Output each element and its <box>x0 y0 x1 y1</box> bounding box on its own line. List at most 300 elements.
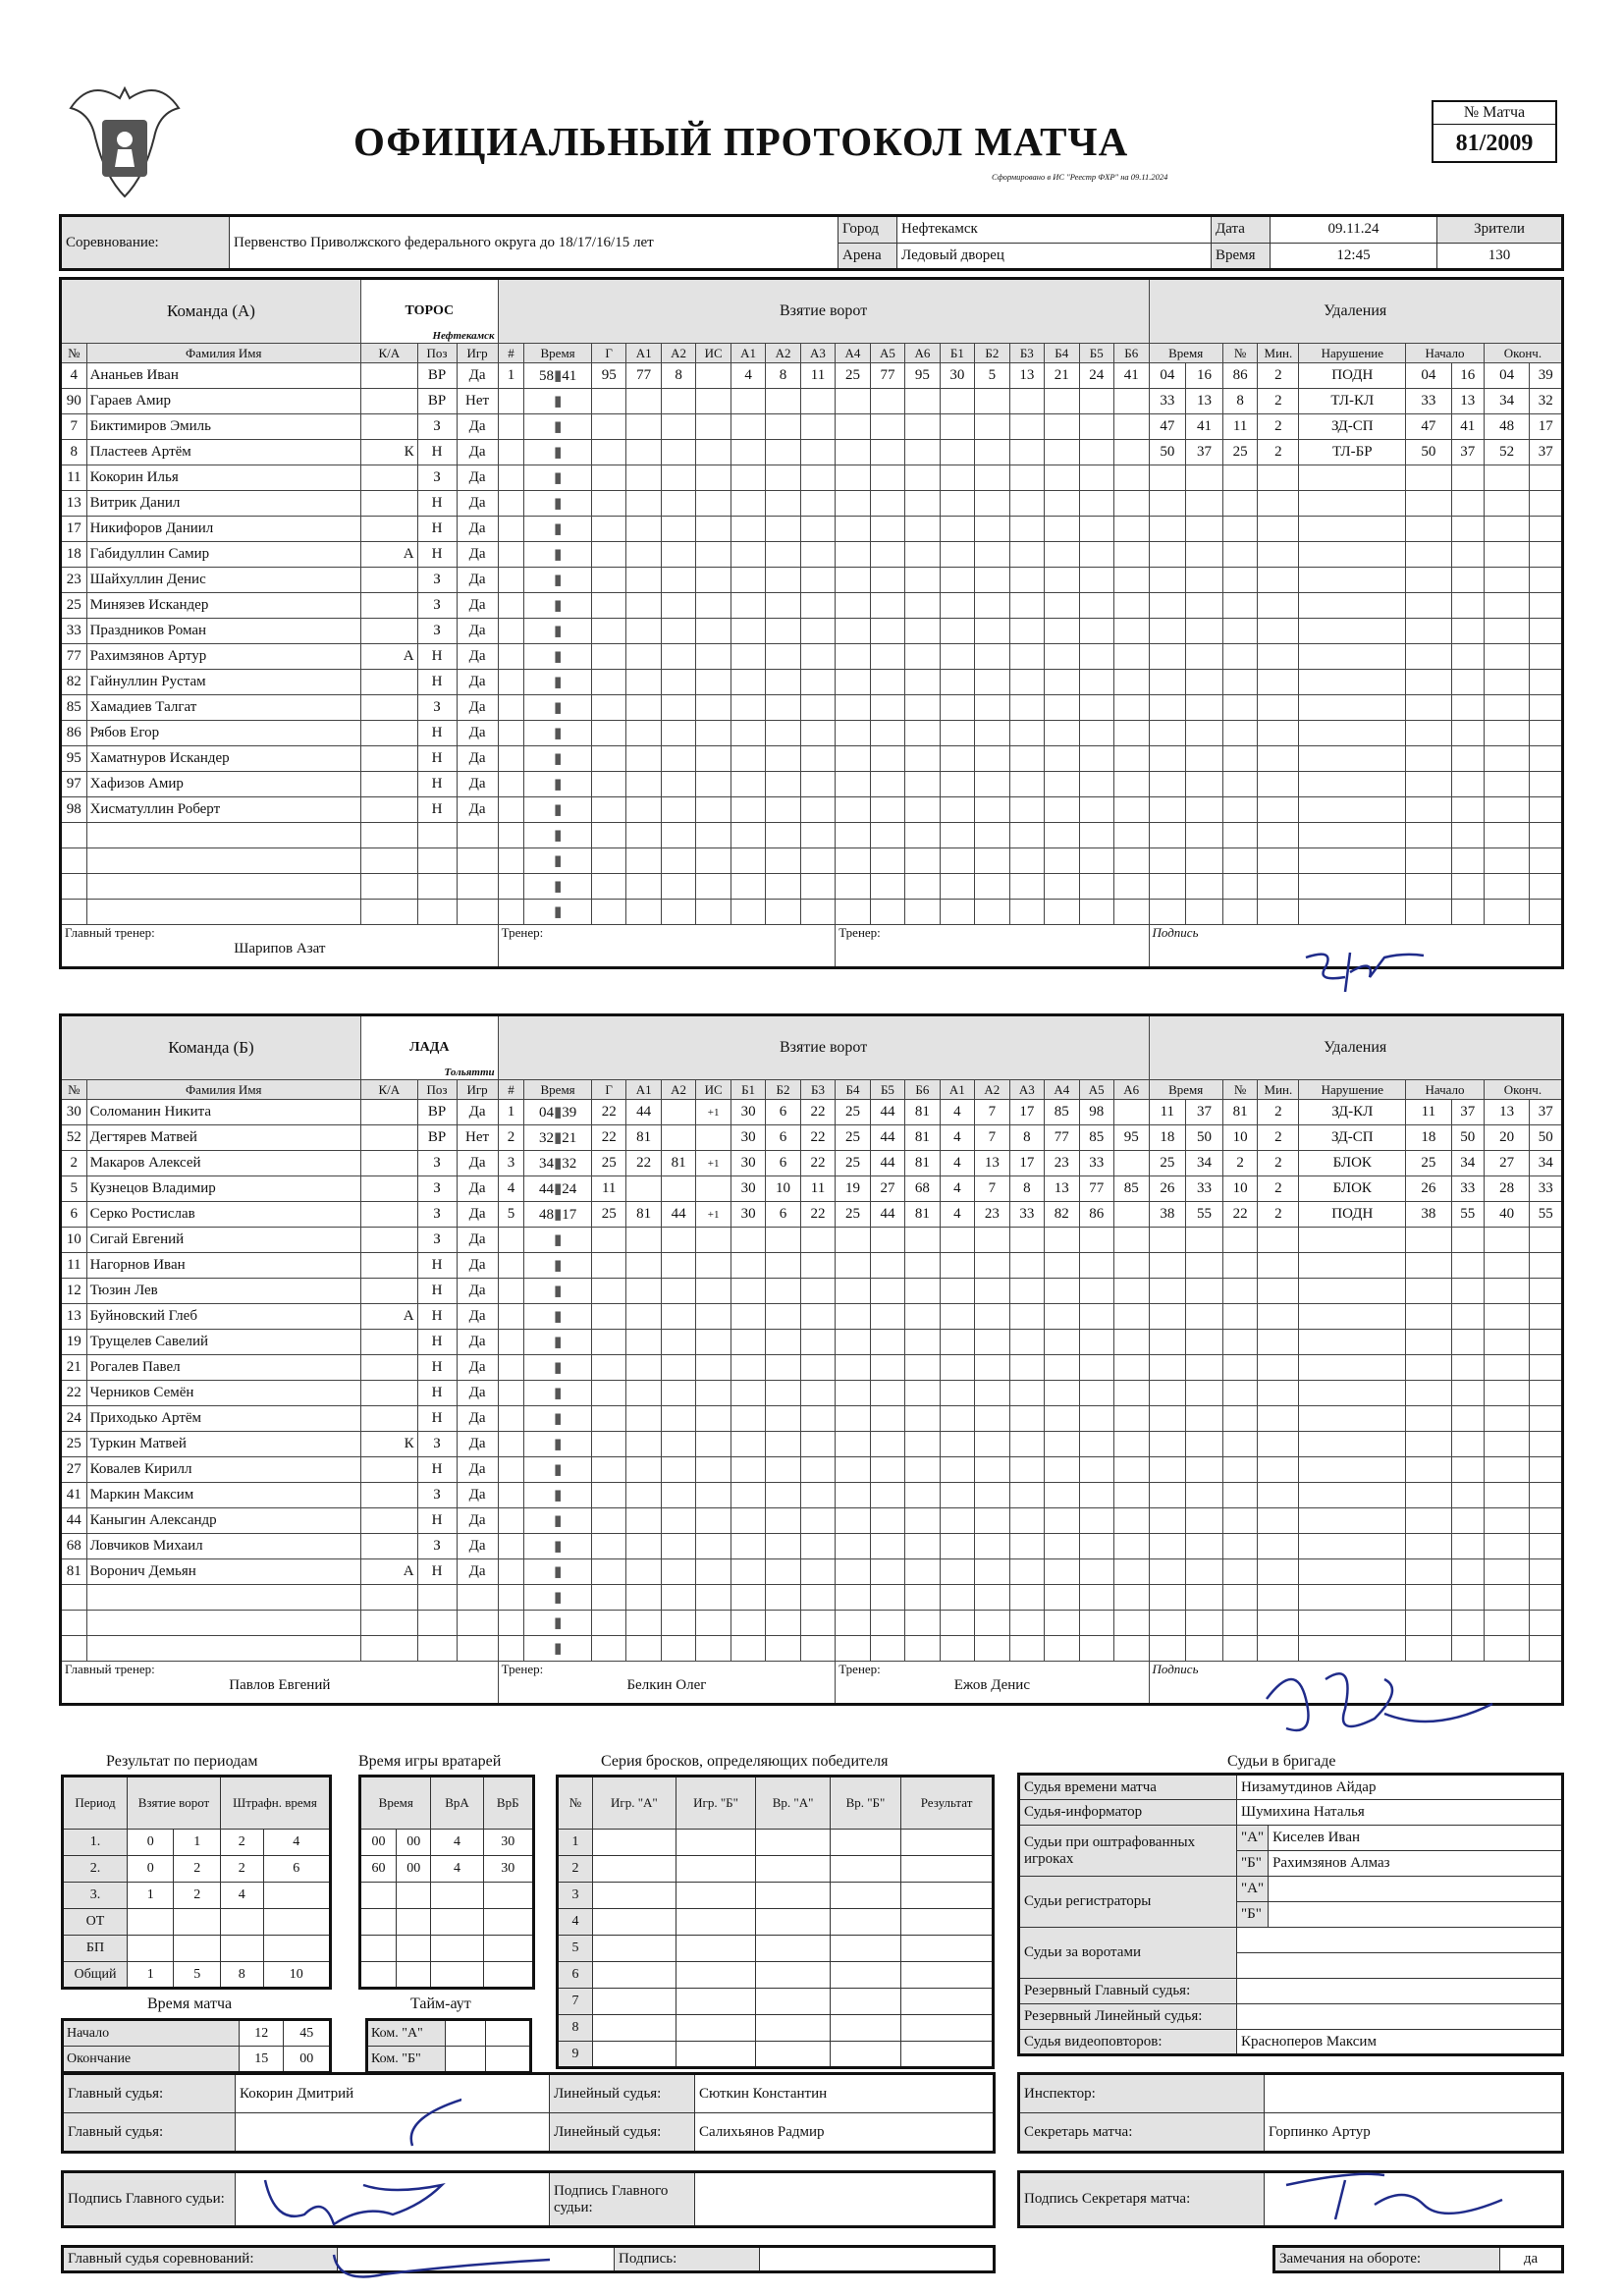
team_b-coach2: Ежов Денис <box>953 1677 1030 1693</box>
player-name: Никифоров Даниил <box>86 517 360 542</box>
player-role <box>360 1228 417 1253</box>
shootout-row-no: 5 <box>558 1936 593 1962</box>
goal-on-ice-own: 6 <box>766 1151 800 1176</box>
goal-scorer: 25 <box>591 1202 625 1228</box>
ref-registrars-label: Судьи регистраторы <box>1019 1877 1237 1928</box>
penalty-minutes: 2 <box>1258 363 1299 389</box>
player-played: Да <box>457 1432 498 1457</box>
penalty-end-mm: 13 <box>1484 1100 1530 1125</box>
player-number: 8 <box>61 440 87 465</box>
match-end-h: 15 <box>240 2047 284 2073</box>
table-row: 27 Ковалев Кирилл Н Да ▮ <box>61 1457 1563 1483</box>
penalty-time-mm: 47 <box>1149 414 1186 440</box>
table-row: 95 Хаматнуров Искандер Н Да ▮ <box>61 746 1563 772</box>
player-name: Праздников Роман <box>86 619 360 644</box>
goal-on-ice-own: 44 <box>870 1202 904 1228</box>
player-role <box>360 619 417 644</box>
player-role <box>360 1202 417 1228</box>
penalty-time-mm: 26 <box>1149 1176 1186 1202</box>
penalty-player: 81 <box>1222 1100 1257 1125</box>
player-played: Да <box>457 1483 498 1508</box>
shootout-row-no: 3 <box>558 1883 593 1909</box>
goal-situation: +1 <box>696 1151 730 1176</box>
competition-label: Соревнование: <box>61 216 230 270</box>
penalty-start-ss: 37 <box>1451 440 1484 465</box>
goal-on-ice-own: 44 <box>870 1151 904 1176</box>
team_b-col-goal-a2: А2 <box>661 1080 695 1100</box>
team_a-name: ТОРОС <box>405 303 455 318</box>
goal-on-ice-opp: 13 <box>1009 363 1044 389</box>
player-position: З <box>417 1432 457 1457</box>
table-row: ▮ <box>61 1611 1563 1636</box>
player-role: А <box>360 1559 417 1585</box>
goal-on-ice-opp: 82 <box>1045 1202 1079 1228</box>
penalty-start-mm: 04 <box>1406 363 1452 389</box>
player-played: Да <box>457 1330 498 1355</box>
player-position: З <box>417 465 457 491</box>
goal-on-ice-opp: 13 <box>1045 1176 1079 1202</box>
spectators-value: 130 <box>1437 243 1563 270</box>
table-row <box>558 1936 994 1962</box>
table-row: 81 Воронич Демьян А Н Да ▮ <box>61 1559 1563 1585</box>
player-position: Н <box>417 1381 457 1406</box>
table-row <box>61 1202 1563 1228</box>
penalty-end-mm: 27 <box>1484 1151 1530 1176</box>
table-row: 25 Минязев Искандер З Да ▮ <box>61 593 1563 619</box>
player-number: 24 <box>61 1406 87 1432</box>
player-name: Трущелев Савелий <box>86 1330 360 1355</box>
goal-time: 48▮17 <box>524 1202 592 1228</box>
player-role <box>360 1176 417 1202</box>
team_a-col-opp-6: Б6 <box>1113 344 1149 363</box>
goal-number: 1 <box>498 363 524 389</box>
penalty-foul: ТЛ-КЛ <box>1299 389 1406 414</box>
period-pim-a: 2 <box>221 1856 264 1883</box>
penalty-start-mm: 25 <box>1406 1151 1452 1176</box>
team_a-table <box>59 277 1564 969</box>
penalty-start-mm: 47 <box>1406 414 1452 440</box>
team_b-col-pen-min: Мин. <box>1258 1080 1299 1100</box>
table-row <box>63 1830 331 1856</box>
ref-informer-label: Судья-информатор <box>1019 1800 1237 1826</box>
ref-reg-a-tag: "А" <box>1237 1877 1269 1902</box>
player-name: Пластеев Артём <box>86 440 360 465</box>
line-ref-label-1: Линейный судья: <box>550 2074 695 2113</box>
goalie-b: 30 <box>483 1856 534 1883</box>
goal-assist-2 <box>661 1125 695 1151</box>
goal-on-ice-opp: 30 <box>940 363 974 389</box>
player-position: Н <box>417 721 457 746</box>
player-position: Н <box>417 772 457 797</box>
table-row: ▮ <box>61 1585 1563 1611</box>
table-row: 86 Рябов Егор Н Да ▮ <box>61 721 1563 746</box>
player-role <box>360 1534 417 1559</box>
goalie-a: 4 <box>431 1856 483 1883</box>
sig-main-label-2: Подпись Главного судьи: <box>550 2172 695 2227</box>
signature-coach-b <box>1237 1660 1502 1748</box>
penalty-minutes: 2 <box>1258 414 1299 440</box>
goal-on-ice-opp: 77 <box>1045 1125 1079 1151</box>
table-row: 98 Хисматуллин Роберт Н Да ▮ <box>61 797 1563 823</box>
goal-assist-2: 81 <box>661 1151 695 1176</box>
team_a-col-own-2: А2 <box>766 344 800 363</box>
team_b-col-own-6: Б6 <box>905 1080 940 1100</box>
player-name: Маркин Максим <box>86 1483 360 1508</box>
player-role <box>360 414 417 440</box>
shootout-title: Серия бросков, определяющих победителя <box>601 1753 889 1770</box>
table-row: 41 Маркин Максим З Да ▮ <box>61 1483 1563 1508</box>
player-position: З <box>417 1202 457 1228</box>
penalty-end-ss: 32 <box>1530 389 1563 414</box>
team_a-name-cell <box>360 279 498 344</box>
shootout-col-no: № <box>558 1777 593 1830</box>
goal-on-ice-own: 22 <box>800 1100 835 1125</box>
table-row: 90 Гараев Амир ВР Нет ▮ 33 13 8 2 ТЛ-КЛ 33 13 34 32 <box>61 389 1563 414</box>
team_a-col-own-1: А1 <box>730 344 765 363</box>
team-b-section <box>59 1013 1564 1706</box>
team_a-col-pen-end: Оконч. <box>1484 344 1562 363</box>
ref-video-label: Судья видеоповторов: <box>1019 2030 1237 2055</box>
goal-on-ice-own: 44 <box>870 1100 904 1125</box>
team_b-penalties-header: Удаления <box>1149 1015 1563 1080</box>
period-label: 3. <box>63 1883 128 1909</box>
table-row: 85 Хамадиев Талгат З Да ▮ <box>61 695 1563 721</box>
team_b-col-name: Фамилия Имя <box>86 1080 360 1100</box>
main-referees-table <box>61 2072 996 2154</box>
penalty-end-mm: 40 <box>1484 1202 1530 1228</box>
player-position: Н <box>417 746 457 772</box>
period-pim-a: 4 <box>221 1883 264 1909</box>
player-number: 81 <box>61 1559 87 1585</box>
secretary: Горпинко Артур <box>1265 2113 1563 2153</box>
player-role <box>360 465 417 491</box>
period-goals-b: 2 <box>174 1856 221 1883</box>
player-number: 44 <box>61 1508 87 1534</box>
team_b-name-cell <box>360 1015 498 1080</box>
player-number: 23 <box>61 568 87 593</box>
remarks-label: Замечания на обороте: <box>1274 2247 1500 2272</box>
penalty-time-mm: 11 <box>1149 1100 1186 1125</box>
goal-number: 5 <box>498 1202 524 1228</box>
team_a-col-no: № <box>61 344 87 363</box>
match-number: 81/2009 <box>1455 131 1534 156</box>
period-label: 2. <box>63 1856 128 1883</box>
team_b-col-ka: К/А <box>360 1080 417 1100</box>
goalie-time-ss: 00 <box>397 1856 431 1883</box>
penalty-end-ss: 37 <box>1530 1100 1563 1125</box>
team_b-col-own-1: Б1 <box>730 1080 765 1100</box>
ref-penalty-b: Рахимзянов Алмаз <box>1269 1851 1563 1877</box>
city-label: Город <box>839 216 897 244</box>
penalty-start-ss: 13 <box>1451 389 1484 414</box>
player-played: Да <box>457 1406 498 1432</box>
penalty-foul: БЛОК <box>1299 1176 1406 1202</box>
player-number: 68 <box>61 1534 87 1559</box>
goal-on-ice-opp: 85 <box>1079 1125 1113 1151</box>
player-number: 4 <box>61 363 87 389</box>
team_a-col-ka: К/А <box>360 344 417 363</box>
team_a-col-goal-a1: А1 <box>626 344 661 363</box>
goal-on-ice-own: 11 <box>800 363 835 389</box>
goal-assist-1: 81 <box>626 1202 661 1228</box>
player-number: 85 <box>61 695 87 721</box>
player-position: Н <box>417 670 457 695</box>
goal-scorer: 95 <box>591 363 625 389</box>
player-name: Минязев Искандер <box>86 593 360 619</box>
player-played: Да <box>457 542 498 568</box>
goal-on-ice-own: 30 <box>730 1151 765 1176</box>
goal-on-ice-own: 22 <box>800 1202 835 1228</box>
ref-reserve-main-label: Резервный Главный судья: <box>1019 1979 1237 2004</box>
main-ref-label-2: Главный судья: <box>63 2113 236 2153</box>
team_b-label: Команда (Б) <box>61 1015 361 1080</box>
player-role <box>360 491 417 517</box>
team_a-col-own-3: А3 <box>800 344 835 363</box>
player-position: Н <box>417 1279 457 1304</box>
player-position: Н <box>417 1508 457 1534</box>
table-row <box>558 1962 994 1989</box>
goal-on-ice-own: 77 <box>870 363 904 389</box>
table-row: ▮ <box>61 848 1563 874</box>
player-played: Да <box>457 568 498 593</box>
period-label: Общий <box>63 1962 128 1989</box>
player-name: Кокорин Илья <box>86 465 360 491</box>
player-role <box>360 1406 417 1432</box>
team_b-city: Тольятти <box>444 1066 495 1078</box>
player-number: 13 <box>61 491 87 517</box>
player-role <box>360 568 417 593</box>
goal-on-ice-opp: 33 <box>1009 1202 1044 1228</box>
period-pim-b: 6 <box>263 1856 330 1883</box>
goal-assist-2: 44 <box>661 1202 695 1228</box>
period-goals-b: 5 <box>174 1962 221 1989</box>
penalty-time-ss: 41 <box>1186 414 1223 440</box>
penalty-minutes: 2 <box>1258 1202 1299 1228</box>
penalty-time-ss: 13 <box>1186 389 1223 414</box>
period-pim-b: 4 <box>263 1830 330 1856</box>
player-role: А <box>360 542 417 568</box>
player-number: 25 <box>61 593 87 619</box>
goalie-col-time: Время <box>360 1777 431 1830</box>
table-row: 10 Сигай Евгений З Да ▮ <box>61 1228 1563 1253</box>
player-number: 30 <box>61 1100 87 1125</box>
penalty-end-ss: 55 <box>1530 1202 1563 1228</box>
goal-situation <box>696 363 730 389</box>
remarks-value: да <box>1500 2247 1563 2272</box>
period-label: ОТ <box>63 1909 128 1936</box>
player-played: Да <box>457 1202 498 1228</box>
player-position: Н <box>417 517 457 542</box>
ref-reg-b-tag: "Б" <box>1237 1902 1269 1928</box>
team_b-col-opp-6: А6 <box>1113 1080 1149 1100</box>
penalty-time-mm: 18 <box>1149 1125 1186 1151</box>
ref-penalty-a-tag: "А" <box>1237 1826 1269 1851</box>
table-row: 18 Габидуллин Самир А Н Да ▮ <box>61 542 1563 568</box>
signature-secretary <box>1276 2165 1512 2234</box>
team_a-head-coach-cell <box>61 925 499 968</box>
player-number: 33 <box>61 619 87 644</box>
goal-number: 1 <box>498 1100 524 1125</box>
player-position: Н <box>417 1406 457 1432</box>
player-position: Н <box>417 1355 457 1381</box>
table-row: 7 Биктимиров Эмиль З Да ▮ 47 41 11 2 ЗД-СП 47 41 48 17 <box>61 414 1563 440</box>
team_b-col-own-5: Б5 <box>870 1080 904 1100</box>
penalty-player: 2 <box>1222 1151 1257 1176</box>
team_b-goals-header: Взятие ворот <box>498 1015 1149 1080</box>
table-row: 23 Шайхуллин Денис З Да ▮ <box>61 568 1563 593</box>
player-played: Да <box>457 363 498 389</box>
goal-number: 3 <box>498 1151 524 1176</box>
shootout-table <box>556 1775 995 2069</box>
player-played: Да <box>457 721 498 746</box>
ref-goal-judges-label: Судьи за воротами <box>1019 1928 1237 1979</box>
shootout-col-gb: Вр. "Б" <box>830 1777 900 1830</box>
player-name: Тюзин Лев <box>86 1279 360 1304</box>
player-number: 41 <box>61 1483 87 1508</box>
signatures-table <box>61 2170 996 2228</box>
team_a-coach2-cell <box>836 925 1149 968</box>
sig-main-label-1: Подпись Главного судьи: <box>63 2172 236 2227</box>
team_a-col-goal-g: Г <box>591 344 625 363</box>
player-number: 11 <box>61 465 87 491</box>
player-position: ВР <box>417 1100 457 1125</box>
goal-on-ice-own: 6 <box>766 1100 800 1125</box>
goal-on-ice-opp: 95 <box>1113 1125 1149 1151</box>
player-played: Да <box>457 517 498 542</box>
table-row <box>61 1125 1563 1151</box>
goal-on-ice-own: 81 <box>905 1151 940 1176</box>
player-role <box>360 695 417 721</box>
goal-assist-2: 8 <box>661 363 695 389</box>
ref-timekeeper: Низамутдинов Айдар <box>1237 1775 1563 1800</box>
inspector-label: Инспектор: <box>1019 2074 1265 2113</box>
table-row <box>63 1856 331 1883</box>
goal-scorer: 22 <box>591 1100 625 1125</box>
penalty-minutes: 2 <box>1258 389 1299 414</box>
team_a-goals-header: Взятие ворот <box>498 279 1149 344</box>
player-role <box>360 797 417 823</box>
goal-on-ice-own: 25 <box>836 1202 870 1228</box>
player-position: З <box>417 1176 457 1202</box>
team_a-coach1-cell <box>498 925 836 968</box>
goal-on-ice-own: 44 <box>870 1125 904 1151</box>
player-role <box>360 1100 417 1125</box>
goal-on-ice-opp: 17 <box>1009 1100 1044 1125</box>
goal-on-ice-own: 81 <box>905 1100 940 1125</box>
table-row: 12 Тюзин Лев Н Да ▮ <box>61 1279 1563 1304</box>
player-role <box>360 1151 417 1176</box>
player-number: 27 <box>61 1457 87 1483</box>
goal-assist-1 <box>626 1176 661 1202</box>
table-row <box>63 1909 331 1936</box>
team_b-col-goal-is: ИС <box>696 1080 730 1100</box>
penalty-end-ss: 17 <box>1530 414 1563 440</box>
period-pim-b <box>263 1883 330 1909</box>
timeout-table <box>365 2018 532 2074</box>
goal-on-ice-own: 6 <box>766 1202 800 1228</box>
player-position: З <box>417 619 457 644</box>
penalty-player: 8 <box>1222 389 1257 414</box>
table-row <box>558 2042 994 2068</box>
goal-on-ice-own: 30 <box>730 1100 765 1125</box>
period-goals-a <box>128 1909 174 1936</box>
player-name: Рогалев Павел <box>86 1355 360 1381</box>
player-played: Да <box>457 491 498 517</box>
team_b-coach1-label: Тренер: <box>501 1662 544 1676</box>
player-number: 17 <box>61 517 87 542</box>
period-goals-b: 2 <box>174 1883 221 1909</box>
player-role: К <box>360 1432 417 1457</box>
goal-on-ice-own: 10 <box>766 1176 800 1202</box>
penalty-start-ss: 55 <box>1451 1202 1484 1228</box>
table-row <box>63 1936 331 1962</box>
team_a-penalties-header: Удаления <box>1149 279 1563 344</box>
player-position: Н <box>417 542 457 568</box>
penalty-time-ss: 34 <box>1186 1151 1223 1176</box>
team_b-coach1: Белкин Олег <box>626 1677 707 1693</box>
player-position: З <box>417 568 457 593</box>
player-name: Черников Семён <box>86 1381 360 1406</box>
team_b-col-goal-time: Время <box>524 1080 592 1100</box>
penalty-minutes: 2 <box>1258 1100 1299 1125</box>
penalty-end-ss: 33 <box>1530 1176 1563 1202</box>
table-row <box>61 1100 1563 1125</box>
player-number: 90 <box>61 389 87 414</box>
player-name: Биктимиров Эмиль <box>86 414 360 440</box>
penalty-time-ss: 16 <box>1186 363 1223 389</box>
player-played: Да <box>457 440 498 465</box>
team_a-col-play: Игр <box>457 344 498 363</box>
timeout-b-label: Ком. "Б" <box>367 2047 446 2073</box>
goal-on-ice-own: 27 <box>870 1176 904 1202</box>
goalie-time-title: Время игры вратарей <box>358 1753 502 1770</box>
periods-col-period: Период <box>63 1777 128 1830</box>
player-role <box>360 1253 417 1279</box>
timeout-a-label: Ком. "А" <box>367 2020 446 2047</box>
team_a-col-own-5: А5 <box>870 344 904 363</box>
penalty-time-mm: 33 <box>1149 389 1186 414</box>
goal-on-ice-own: 25 <box>836 1151 870 1176</box>
penalty-start-mm: 33 <box>1406 389 1452 414</box>
shootout-col-ga: Вр. "А" <box>756 1777 830 1830</box>
competition-value: Первенство Приволжского федерального округа до 18/17/16/15 лет <box>230 216 839 270</box>
player-played: Да <box>457 670 498 695</box>
goalie-col-a: ВрА <box>431 1777 483 1830</box>
penalty-start-ss: 16 <box>1451 363 1484 389</box>
timeout-title: Тайм-аут <box>410 1995 471 2012</box>
player-played: Да <box>457 772 498 797</box>
team_a-col-own-6: А6 <box>905 344 940 363</box>
team_a-col-opp-2: Б2 <box>975 344 1009 363</box>
player-number: 52 <box>61 1125 87 1151</box>
penalty-start-ss: 33 <box>1451 1176 1484 1202</box>
player-name: Воронич Демьян <box>86 1559 360 1585</box>
player-played: Да <box>457 1508 498 1534</box>
goal-on-ice-opp: 5 <box>975 363 1009 389</box>
team_b-col-own-2: Б2 <box>766 1080 800 1100</box>
goal-on-ice-opp: 86 <box>1079 1202 1113 1228</box>
player-number: 22 <box>61 1381 87 1406</box>
penalty-foul: ЗД-КЛ <box>1299 1100 1406 1125</box>
penalty-end-mm: 52 <box>1484 440 1530 465</box>
team_b-col-no: № <box>61 1080 87 1100</box>
goalie-time-mm: 00 <box>360 1830 397 1856</box>
player-played: Да <box>457 593 498 619</box>
arena-value: Ледовый дворец <box>897 243 1212 270</box>
table-row: 68 Ловчиков Михаил З Да ▮ <box>61 1534 1563 1559</box>
signature-comp-referee <box>324 2235 560 2284</box>
match-number-label: № Матча <box>1434 102 1555 125</box>
